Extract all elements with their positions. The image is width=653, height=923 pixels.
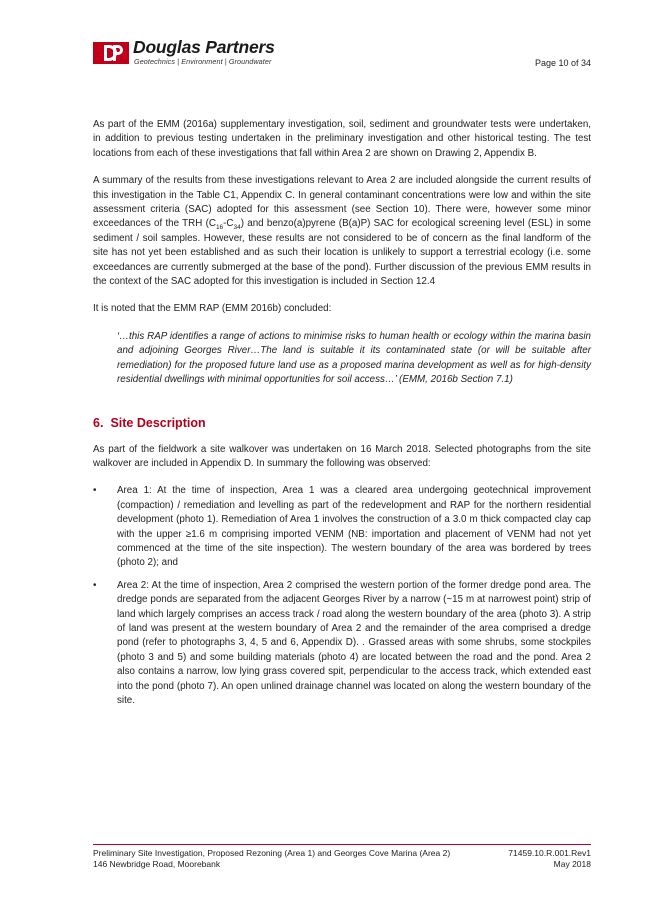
section-number: 6. [93, 415, 104, 430]
results-text-a: A summary of the results from these investigations relevant to Area 2 are included alongside the current results of this investigation in the Table C1, Appendix C. In general contaminant concentrations were low and within the site assessment criteria (SAC) adopted for this assessment (see Section 10). There were, however some minor exceedances of the TRH (C [93, 175, 591, 230]
observation-list [93, 484, 591, 708]
company-name: Douglas Partners [133, 37, 275, 57]
footer-address: 146 Newbridge Road, Moorebank [93, 859, 221, 869]
paragraph-emm-investigation: As part of the EMM (2016a) supplementary investigation, soil, sediment and groundwater tests were undertaken, in addition to previous testing undertaken in the preliminary investigation and other historical testing. The test locations from each of these investigations that fall within Area 2 are shown on Drawing 2, Appendix B. [93, 119, 591, 159]
footer-date: May 2018 [553, 859, 591, 869]
footer-right [508, 848, 591, 870]
footer-report-number: 71459.10.R.001.Rev1 [508, 848, 591, 858]
results-text-c: ) and benzo(a)pyrene (B(a)P) SAC for ecological screening level (ESL) in some sediment / soil samples. However, these results are not considered to be of concern as the final landform of the site has not yet been established and as such their location is unlikely to support a terrestrial ecology (i.e. some exceedances are currently submerged at the base of the pond). Further discussion of the previous EMM results in the context of the SAC adopted for this investigation is included in Section 12.4 [93, 218, 591, 288]
footer-divider [93, 844, 591, 845]
bullet-icon: • [93, 579, 97, 591]
section-heading [93, 416, 591, 430]
paragraph-results-summary [93, 174, 591, 289]
footer-report-title: Preliminary Site Investigation, Proposed Rezoning (Area 1) and Georges Cove Marina (Area 2) [93, 848, 451, 858]
footer-left [93, 848, 450, 870]
document-body [93, 118, 591, 716]
rap-quote: ‘…this RAP identifies a range of actions to minimise risks to human health or ecology within the marina basin and adjoining Georges River…The land is suitable it its contaminated state (or will be suitable after remediation) for the proposed future land use as a proposed marina development as well as for high-density residential dwellings with minimal opportunities for soil access…’ (EMM, 2016b Section 7.1) [117, 330, 591, 386]
paragraph-rap-note: It is noted that the EMM RAP (EMM 2016b) concluded: [93, 303, 332, 315]
subscript-34: 34 [233, 224, 241, 232]
subscript-16: 16 [215, 224, 224, 232]
company-tagline: Geotechnics | Environment | Groundwater [134, 57, 272, 66]
paragraph-site-walkover: As part of the fieldwork a site walkover was undertaken on 16 March 2018. Selected photographs from the site walkover are included in Appendix D. In summary the following was observed: [93, 443, 591, 469]
douglas-partners-logo-icon [93, 40, 129, 66]
list-item [93, 579, 591, 709]
page-number: Page 10 of 34 [534, 58, 591, 68]
section-title: Site Description [110, 415, 206, 430]
list-item-text: Area 2: At the time of inspection, Area 2 comprised the western portion of the former dredge pond area. The dredge ponds are separated from the adjacent Georges River by a narrow (~15 m at narrowest point) strip of land which largely comprises an access track / road along the western boundary of the area (photo 3). A strip of land was present at the western boundary of Area 2 and the remainder of the area comprised a dredge pond (refer to photographs 3, 4, 5 and 6, Appendix D). . Grassed areas with some shrubs, some stockpiles (photo 3 and 5) and some building materials (photo 4) are located between the road and the pond. Area 2 also contains a narrow, low lying grass covered spit, perpendicular to the access track, which extended east into the pond (photo 7). An open unlined drainage channel was located on along the western boundary of the site. [117, 579, 591, 706]
company-logo [93, 37, 303, 70]
list-item [93, 484, 591, 570]
list-item-text: Area 1: At the time of inspection, Area 1 was a cleared area undergoing geotechnical improvement (compaction) / remediation and levelling as part of the redevelopment and RAP for the northern residential development (photo 1). Remediation of Area 1 involves the construction of a 3.0 m thick compacted clay cap with the upper ≥1.6 m comprising imported VENM (NB: importation and placement of VENM had not yet commenced at the time of the site inspection). The western boundary of the area was bordered by trees (photo 2); and [117, 485, 591, 569]
results-text-b: -C [223, 218, 234, 230]
bullet-icon: • [93, 485, 97, 497]
